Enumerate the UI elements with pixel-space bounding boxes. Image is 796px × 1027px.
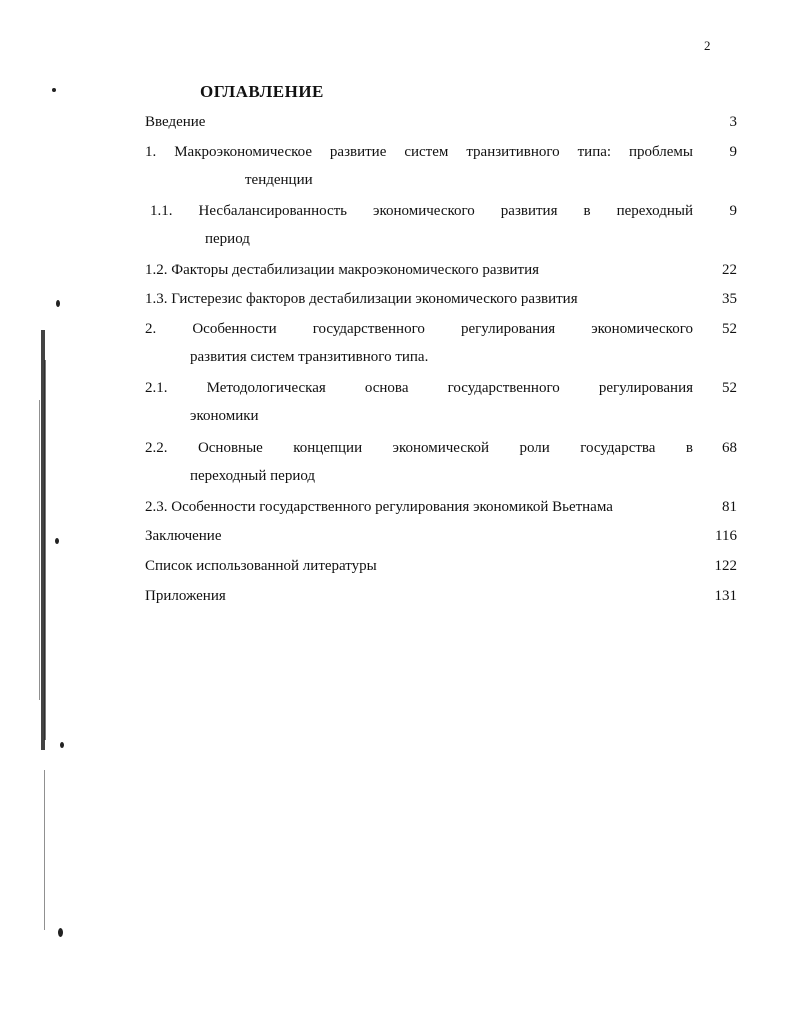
page-number: 2 — [704, 38, 711, 53]
toc-entry-page: 9 — [729, 203, 737, 219]
toc-entry-title: 2. Особенности государственного регулирования экономического — [145, 321, 693, 337]
toc-entry-page: 116 — [715, 528, 737, 544]
toc-entry-title: 1.3. Гистерезис факторов дестабилизации экономического развития — [145, 291, 578, 307]
toc-title: ОГЛАВЛЕНИЕ — [200, 82, 324, 101]
toc-entry-title: Введение — [145, 114, 206, 130]
toc-entry-page: 52 — [722, 321, 737, 337]
scan-edge — [38, 300, 48, 1000]
toc-entry — [145, 499, 737, 516]
toc-entry-page: 22 — [722, 262, 737, 278]
toc-entry — [150, 203, 737, 248]
toc-entry-page: 52 — [722, 380, 737, 396]
toc-entry-page: 35 — [722, 291, 737, 307]
toc-entry-page: 3 — [729, 114, 737, 130]
scan-speck — [58, 928, 63, 937]
toc-entry-title: 2.1. Методологическая основа государственного регулирования — [145, 380, 693, 396]
toc-entry — [145, 558, 737, 575]
toc-entry — [145, 528, 737, 545]
toc-entry-title: 2.3. Особенности государственного регулирования экономикой Вьетнама — [145, 499, 613, 515]
toc-entry — [145, 291, 737, 308]
toc-entry-page: 9 — [729, 144, 737, 160]
toc-entry — [145, 588, 737, 605]
toc-entry-continuation: экономики — [190, 408, 259, 424]
toc-entry-title: Приложения — [145, 588, 226, 604]
toc-entry — [145, 144, 737, 189]
toc-entry-title: 1. Макроэкономическое развитие систем транзитивного типа: проблемы — [145, 144, 693, 160]
toc-entry-continuation: период — [205, 231, 250, 247]
scan-speck — [60, 742, 64, 748]
toc-entry-title: Заключение — [145, 528, 222, 544]
toc-entry-page: 131 — [714, 588, 737, 604]
scan-speck — [52, 88, 56, 92]
scan-speck — [55, 538, 59, 544]
scan-speck — [56, 300, 60, 307]
toc-entry-title: 1.1. Несбалансированность экономического развития в переходный — [150, 203, 693, 219]
toc-entry-continuation: переходный период — [190, 468, 316, 484]
toc-entry — [145, 380, 737, 425]
toc-entry — [145, 114, 737, 131]
toc-entry-continuation: тенденции — [245, 172, 313, 188]
toc-entry-title: 2.2. Основные концепции экономической роли государства в — [145, 440, 693, 456]
toc-entry-page: 122 — [714, 558, 737, 574]
toc-entry-page: 81 — [722, 499, 737, 515]
toc-entry-page: 68 — [722, 440, 737, 456]
toc-entry — [145, 262, 737, 279]
toc-entry-title: 1.2. Факторы дестабилизации макроэкономического развития — [145, 262, 540, 278]
toc-entry — [145, 321, 737, 366]
toc-entry-title: Список использованной литературы — [145, 558, 377, 574]
toc-entry — [145, 440, 737, 485]
toc-entry-continuation: развития систем транзитивного типа. — [190, 349, 429, 365]
